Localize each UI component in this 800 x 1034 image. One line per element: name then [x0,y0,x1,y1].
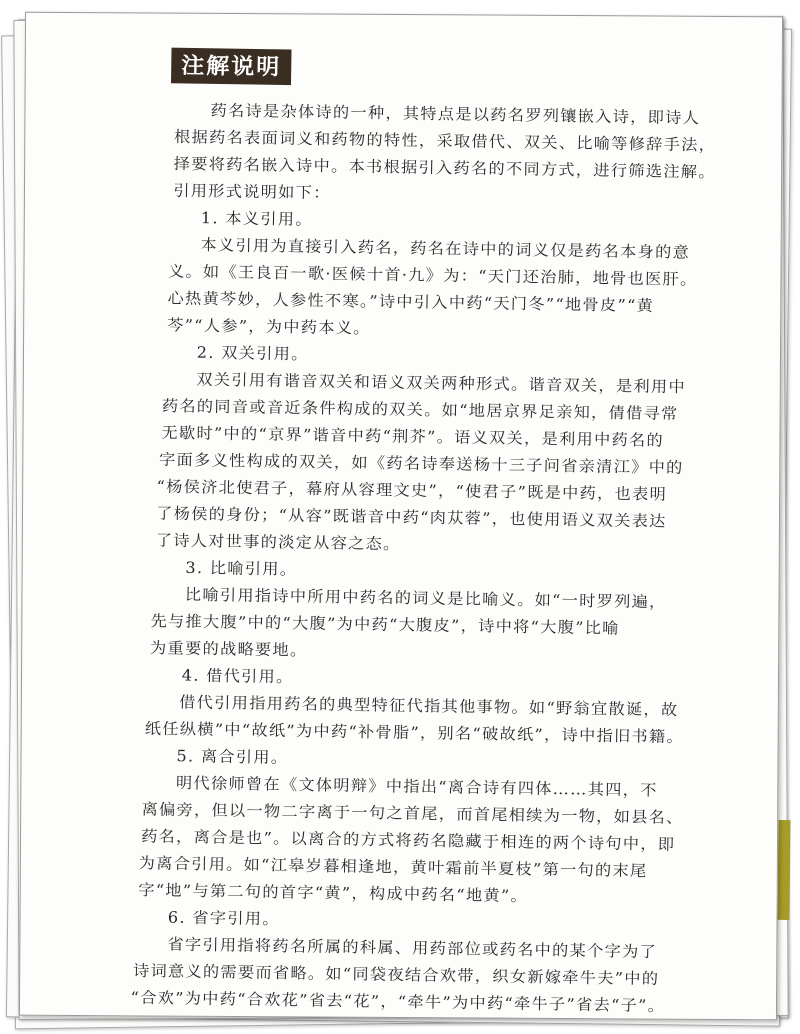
text-line: 引用形式说明如下： [173,181,331,203]
text-line: “杨侯济北使君子，幕府从容理文史”，“使君子”既是中药，也表明 [156,477,668,504]
text-line: 了杨侯的身份；“从容”既谐音中药“肉苁蓉”，也使用语义双关表达 [156,504,667,531]
text-line: 义。如《王良百一歌·医候十首·九》为：“天门还治肺，地骨也医肝。 [167,262,698,289]
text-line: 明代徐师曾在《文体明辩》中指出“离合诗有四体……其四，不 [175,773,658,800]
text-line: 诗词意义的需要而省略。如“同袋夜结合欢带，织女新嫁牵牛夫”中的 [132,961,660,988]
text-line: 无歇时”中的“京界”谐音中药“荆芥”。语义双关，是利用中药名的 [161,423,665,450]
list-heading: 1. 本义引用。 [200,208,313,229]
text-line: 省字引用指将药名所属的科属、用药部位或药名中的某个字为了 [167,935,658,961]
text-line: 字面多义性构成的双关，如《药名诗奉送杨十三子问省亲清江》中的 [158,450,684,477]
text-line: 先与推大腹”中的“大腹”为中药“大腹皮”，诗中将“大腹”比喻 [150,611,620,638]
text-line: 药名的同音或音近条件构成的双关。如“地居京界足亲知，倩借寻常 [161,396,679,423]
text-line: 纸任纵横”中“故纸”为中药“补骨脂”，别名“破故纸”，诗中指旧书籍。 [144,719,685,747]
text-line: 择要将药名嵌入诗中。本书根据引入药名的不同方式，进行筛选注解。 [173,154,716,182]
text-line: 芩”“人参”，为中药本义。 [167,315,371,338]
section-heading: 注解说明 [171,48,292,85]
text-line: 心热黄芩妙，人参性不寒。”诗中引入中药“天门冬”“地骨皮”“黄 [167,288,655,315]
text-line: 了诗人对世事的淡定从容之态。 [155,531,401,554]
list-heading: 2. 双关引用。 [196,343,309,364]
list-heading: 6. 省字引用。 [167,908,280,929]
text-line: 离偏旁，但以一物二字离于一句之首尾，而首尾相续为一物，如县名、 [141,800,684,827]
text-line: 借代引用指用药名的典型特征代指其他事物。如“野翁宜散诞，故 [179,692,679,720]
text-line: 字“地”与第二句的首字“黄”，构成中药名“地黄”。 [138,880,529,906]
text-line: 比喻引用指诗中所用中药名的词义是比喻义。如“一时罗列遍， [184,585,667,612]
cover-edge-strip [777,820,790,920]
text-line: 根据药名表面词义和药物的特性，采取借代、双关、比喻等修辞手法， [173,127,717,155]
page-content [26,13,782,1015]
text-line: 双关引用有谐音双关和语义双关两种形式。谐音双关，是利用中 [196,370,687,397]
list-heading: 3. 比喻引用。 [185,558,298,579]
text-line: 为重要的战略要地。 [149,638,308,660]
list-heading: 4. 借代引用。 [181,666,294,687]
text-line: 药名，离合是也”。以离合的方式将药名隐藏于相连的两个诗句中，即 [141,826,676,854]
text-line: 药名诗是杂体诗的一种，其特点是以药名罗列镶嵌入诗，即诗人 [210,101,701,128]
document-page [19,12,783,1021]
list-heading: 5. 离合引用。 [176,746,289,767]
text-line: 为离合引用。如“江皋岁暮相逢地，黄叶霜前半夏枝”第一句的末尾 [138,853,648,881]
text-line: “合欢”为中药“合欢花”省去“花”，“牵牛”为中药“牵牛子”省去“子”。 [130,988,666,1015]
text-line: 本义引用为直接引入药名，药名在诗中的词义仅是药名本身的意 [200,235,691,262]
